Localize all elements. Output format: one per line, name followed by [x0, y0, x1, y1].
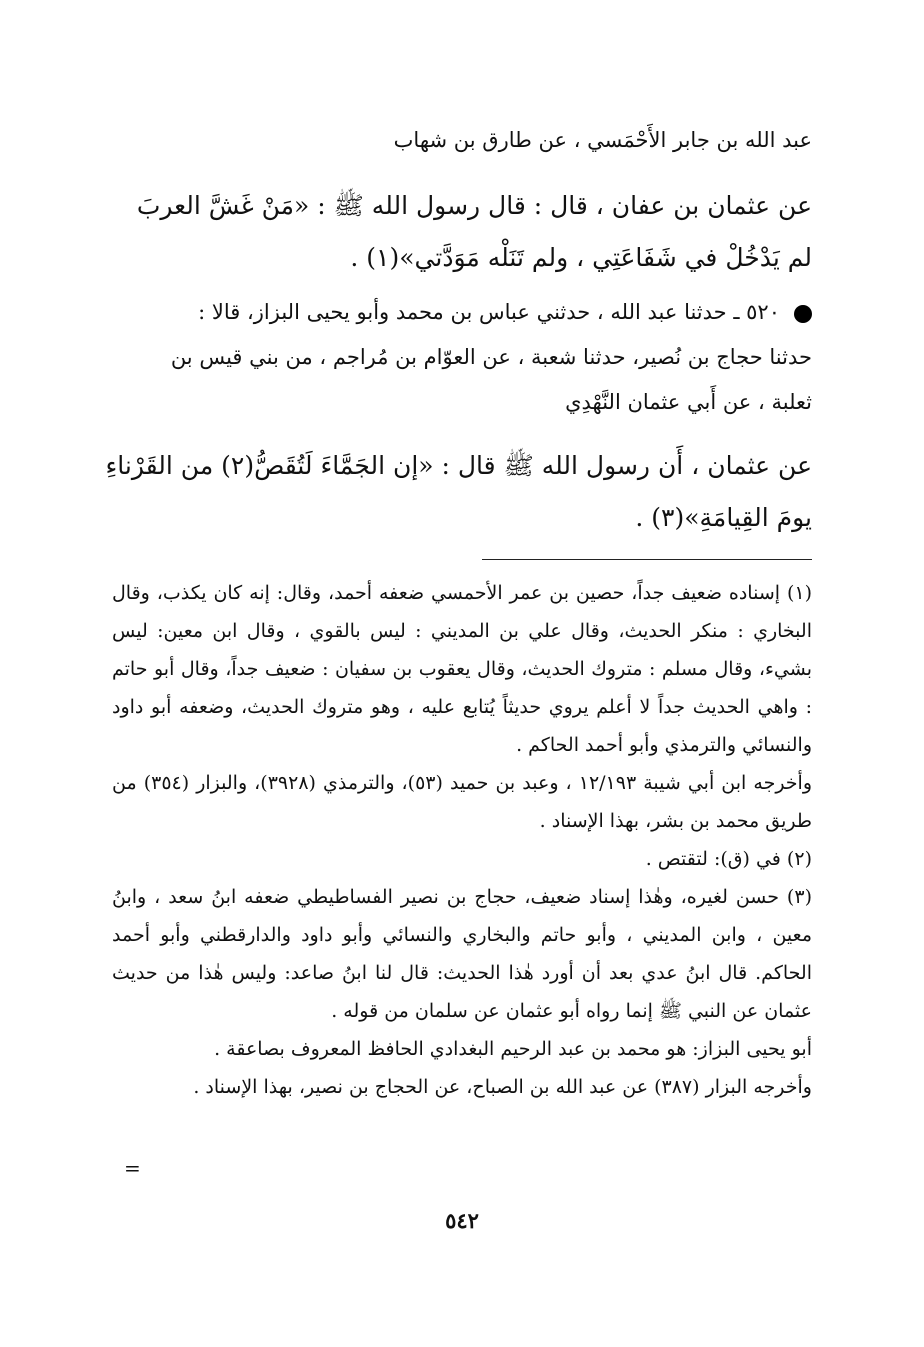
footnotes: [112, 574, 812, 1106]
isnad-chain-line: عبد الله بن جابر الأَحْمَسي ، عن طارق بن شهاب: [393, 128, 812, 152]
hadith-2-line-2: يومَ القِيامَةِ»(٣) .: [635, 503, 812, 532]
footnote-3-paragraph-2: أبو يحيى البزاز: هو محمد بن عبد الرحيم البغدادي الحافظ المعروف بصاعقة .: [214, 1038, 812, 1060]
entry-520-line-1: [198, 300, 812, 324]
entry-520-line-2: حدثنا حجاج بن نُصير، حدثنا شعبة ، عن العوّام بن مُراجم ، من بني قيس بن: [170, 345, 812, 369]
hadith-1-line-2: لم يَدْخُلْ في شَفَاعَتِي ، ولم تَنَلْه مَوَدَّتي»(١) .: [350, 243, 812, 272]
page-number: ٥٤٢: [445, 1208, 479, 1233]
bullet-icon: [794, 305, 812, 323]
footnote-separator: [482, 559, 812, 560]
hadith-1-line-1: عن عثمان بن عفان ، قال : قال رسول الله ﷺ : «مَنْ غَشَّ العربَ: [136, 191, 812, 220]
entry-520-line-3: ثعلبة ، عن أَبي عثمان النَّهْدِي: [565, 390, 812, 414]
footnote-3-paragraph-3: وأخرجه البزار (٣٨٧) عن عبد الله بن الصباح، عن الحجاج بن نصير، بهذا الإسناد .: [193, 1076, 812, 1098]
hadith-2-line-1: عن عثمان ، أَن رسول الله ﷺ قال : «إن الجَمَّاءَ لَتُقَصُّ(٢) من القَرْناءِ: [105, 451, 812, 480]
continuation-mark: =: [124, 1156, 141, 1180]
entry-520-text-1: ٥٢٠ ـ حدثنا عبد الله ، حدثني عباس بن محمد وأبو يحيى البزاز، قالا :: [198, 300, 780, 324]
footnote-1-paragraph-2: وأخرجه ابن أبي شيبة ١٢/١٩٣ ، وعبد بن حميد (٥٣)، والترمذي (٣٩٢٨)، والبزار (٣٥٤) من طريق محمد بن بشر، بهذا الإسناد .: [112, 772, 813, 832]
footnote-1-paragraph-1: (١) إسناده ضعيف جداً، حصين بن عمر الأحمسي ضعفه أحمد، وقال: إنه كان يكذب، وقال البخاري : منكر الحديث، وقال علي بن المديني : ليس بالقوي ، وقال ابن معين: ليس بشيء، وقال مسلم : متروك الحديث، وقال يعقوب بن سفيان : ضعيف جداً، وقال أبو حاتم : واهي الحديث جداً لا أعلم يروي حديثاً يُتابع عليه ، وهو متروك الحديث، وضعفه أبو داود والنسائي والترمذي وأبو أحمد الحاكم .: [112, 582, 812, 756]
footnote-3-paragraph-1: (٣) حسن لغيره، وهٰذا إسناد ضعيف، حجاج بن نصير الفساطيطي ضعفه ابنُ سعد ، وابنُ معين ، وابن المديني ، وأبو حاتم والبخاري والنسائي وأبو داود والدارقطني وأبو أحمد الحاكم. قال ابنُ عدي بعد أن أورد هٰذا الحديث: قال لنا ابنُ صاعد: وليس هٰذا من حديث عثمان عن النبي ﷺ إنما رواه أبو عثمان عن سلمان من قوله .: [112, 886, 812, 1022]
footnote-2: (٢) في (ق): لتقتص .: [645, 848, 812, 870]
